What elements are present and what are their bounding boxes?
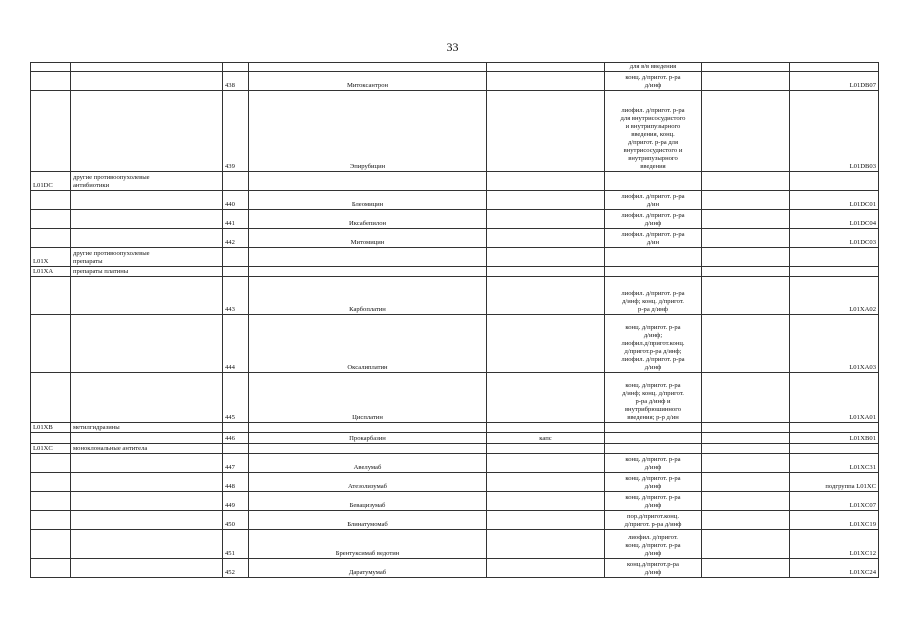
atc-group-name [71, 229, 223, 248]
drug-name [249, 423, 487, 433]
item-number: 447 [223, 454, 249, 473]
table-row [31, 473, 879, 492]
drug-name: Даратумумаб [249, 559, 487, 578]
dosage-description [605, 559, 702, 578]
dosage-form [487, 63, 605, 72]
dosage-form [487, 492, 605, 511]
dosage-description-line: введения; р-р д/ин [627, 414, 679, 421]
dosage-description-line: лиофил. д/пригот. р-ра [621, 107, 685, 114]
dosage-description-line: для внутрисосудистого [620, 115, 686, 122]
atc-group-code [31, 210, 71, 229]
atc-group-name-line: другие противоопухолевые [73, 174, 150, 181]
table-row [31, 63, 879, 72]
dosage-description-line: конц. д/пригот. р-ра [625, 382, 681, 389]
dosage-description-line: д/пригот.р-ра д/инф; [624, 348, 682, 355]
drug-name: Блеомицин [249, 191, 487, 210]
item-number [223, 267, 249, 277]
dosage-description-line: конц.д/пригот.р-ра [627, 561, 679, 568]
item-number: 441 [223, 210, 249, 229]
dosage-description-line: введения, конц. [631, 131, 675, 138]
atc-code: L01XC31 [790, 454, 879, 473]
drug-registry-table [30, 62, 879, 578]
dosage-description [605, 444, 702, 454]
dosage-description-line: внутрибрюшинного [624, 406, 682, 413]
dosage-description-line: д/инф [644, 464, 662, 471]
atc-group-name [71, 423, 223, 433]
extra-column [702, 191, 790, 210]
dosage-description-line: конц. д/пригот. р-ра [625, 542, 681, 549]
atc-group-code [31, 559, 71, 578]
atc-group-code [31, 72, 71, 91]
item-number: 449 [223, 492, 249, 511]
atc-code: L01XC24 [790, 559, 879, 578]
atc-group-name-line: препараты платины [73, 268, 129, 275]
dosage-description-line: лиофил. д/пригот. [628, 534, 678, 541]
dosage-description [605, 423, 702, 433]
dosage-form [487, 172, 605, 191]
item-number [223, 63, 249, 72]
dosage-description-line: д/инф [644, 569, 662, 576]
dosage-description [605, 72, 702, 91]
dosage-description-line: внутрисосудистого и [623, 147, 683, 154]
drug-name: Блинатумомаб [249, 511, 487, 530]
table-row [31, 277, 879, 315]
drug-name: Эпирубицин [249, 91, 487, 172]
atc-group-code [31, 433, 71, 444]
table-row [31, 373, 879, 423]
atc-group-name-line: антибиотики [73, 182, 110, 189]
extra-column [702, 433, 790, 444]
dosage-form [487, 473, 605, 492]
atc-code: L01DC01 [790, 191, 879, 210]
dosage-description-line: лиофил.д/пригот.конц. [621, 340, 685, 347]
dosage-description [605, 454, 702, 473]
atc-code: L01XA02 [790, 277, 879, 315]
atc-group-name [71, 72, 223, 91]
atc-code [790, 248, 879, 267]
atc-group-name [71, 63, 223, 72]
dosage-description-line: р-ра д/инф [638, 306, 668, 313]
dosage-description [605, 373, 702, 423]
extra-column [702, 248, 790, 267]
dosage-form [487, 559, 605, 578]
dosage-form [487, 315, 605, 373]
dosage-description [605, 511, 702, 530]
extra-column [702, 444, 790, 454]
atc-group-name [71, 267, 223, 277]
group-header-row [31, 172, 879, 191]
extra-column [702, 473, 790, 492]
group-header-row [31, 444, 879, 454]
dosage-form [487, 210, 605, 229]
dosage-form [487, 423, 605, 433]
atc-group-name [71, 210, 223, 229]
dosage-description-line: пор.д/пригот.конц. [627, 513, 679, 520]
group-header-row [31, 267, 879, 277]
dosage-form [487, 511, 605, 530]
atc-group-code [31, 530, 71, 559]
atc-group-name [71, 433, 223, 444]
atc-group-name-line: препараты [73, 258, 103, 265]
atc-group-code: L01XB [31, 423, 71, 433]
extra-column [702, 373, 790, 423]
extra-column [702, 72, 790, 91]
atc-group-code [31, 492, 71, 511]
atc-group-name [71, 277, 223, 315]
extra-column [702, 423, 790, 433]
extra-column [702, 267, 790, 277]
atc-code [790, 63, 879, 72]
drug-name: Прокарбазин [249, 433, 487, 444]
drug-name: Митомицин [249, 229, 487, 248]
extra-column [702, 511, 790, 530]
dosage-description [605, 172, 702, 191]
item-number: 440 [223, 191, 249, 210]
dosage-description-line: д/ин [646, 239, 660, 246]
group-header-row [31, 423, 879, 433]
item-number [223, 423, 249, 433]
atc-group-code [31, 191, 71, 210]
atc-group-name-line: метилгидразины [73, 424, 120, 431]
atc-code: L01DB07 [790, 72, 879, 91]
atc-group-name [71, 492, 223, 511]
atc-group-code [31, 473, 71, 492]
atc-group-code [31, 454, 71, 473]
atc-group-name [71, 559, 223, 578]
dosage-description [605, 267, 702, 277]
item-number: 444 [223, 315, 249, 373]
atc-code: L01XC07 [790, 492, 879, 511]
item-number: 452 [223, 559, 249, 578]
dosage-description-line: д/инф [644, 82, 662, 89]
page-number: 33 [446, 40, 459, 54]
item-number: 438 [223, 72, 249, 91]
item-number: 439 [223, 91, 249, 172]
atc-group-name-line: другие противоопухолевые [73, 250, 150, 257]
table-row [31, 433, 879, 444]
atc-code [790, 444, 879, 454]
dosage-form [487, 444, 605, 454]
dosage-description-line: введения [640, 163, 666, 170]
dosage-description-line: д/инф [644, 483, 662, 490]
dosage-description-line: д/инф; конц. д/пригот. [622, 390, 684, 397]
item-number: 445 [223, 373, 249, 423]
dosage-form [487, 91, 605, 172]
dosage-form [487, 530, 605, 559]
drug-name: Оксалиплатин [249, 315, 487, 373]
item-number: 451 [223, 530, 249, 559]
atc-group-code [31, 91, 71, 172]
item-number: 448 [223, 473, 249, 492]
extra-column [702, 91, 790, 172]
table-row [31, 559, 879, 578]
atc-group-code: L01XC [31, 444, 71, 454]
table-row [31, 530, 879, 559]
atc-code: L01DB03 [790, 91, 879, 172]
dosage-description [605, 473, 702, 492]
drug-name [249, 444, 487, 454]
dosage-description-line: и внутрипузырного [625, 123, 681, 130]
dosage-description-line: для в/в введения [629, 63, 677, 70]
dosage-form [487, 191, 605, 210]
dosage-description-line: конц. д/пригот. р-ра [625, 324, 681, 331]
atc-code: L01XA03 [790, 315, 879, 373]
dosage-form [487, 267, 605, 277]
dosage-description-line: д/инф; конц. д/пригот. [622, 298, 684, 305]
dosage-form [487, 373, 605, 423]
dosage-description-line: д/пригот. р-ра д/инф [624, 521, 682, 528]
dosage-description-line: конц. д/пригот. р-ра [625, 494, 681, 501]
atc-group-code [31, 511, 71, 530]
dosage-description-line: р-ра д/инф и [635, 398, 671, 405]
dosage-description-line: д/инф [644, 220, 662, 227]
table-row [31, 210, 879, 229]
extra-column [702, 454, 790, 473]
drug-name: Карбоплатин [249, 277, 487, 315]
drug-name [249, 172, 487, 191]
atc-group-name [71, 191, 223, 210]
table-row [31, 229, 879, 248]
extra-column [702, 277, 790, 315]
atc-code [790, 172, 879, 191]
drug-name: Цисплатин [249, 373, 487, 423]
table-row [31, 492, 879, 511]
atc-group-code [31, 315, 71, 373]
atc-group-name [71, 91, 223, 172]
dosage-description-line: лиофил. д/пригот. р-ра [621, 193, 685, 200]
dosage-description [605, 530, 702, 559]
atc-group-name [71, 315, 223, 373]
dosage-description-line: д/инф [644, 364, 662, 371]
dosage-description-line: лиофил. д/пригот. р-ра [621, 212, 685, 219]
extra-column [702, 492, 790, 511]
drug-name: Авелумаб [249, 454, 487, 473]
dosage-description [605, 229, 702, 248]
atc-code: L01XB01 [790, 433, 879, 444]
atc-code: L01DC03 [790, 229, 879, 248]
atc-group-code [31, 373, 71, 423]
dosage-form [487, 248, 605, 267]
dosage-form: капс [487, 433, 605, 444]
dosage-description-line: конц. д/пригот. р-ра [625, 74, 681, 81]
dosage-form [487, 454, 605, 473]
extra-column [702, 63, 790, 72]
atc-group-name [71, 248, 223, 267]
atc-group-code [31, 63, 71, 72]
item-number [223, 248, 249, 267]
item-number: 450 [223, 511, 249, 530]
dosage-description-line: д/пригот. р-ра для [627, 139, 679, 146]
item-number: 446 [223, 433, 249, 444]
drug-name: Брентуксимаб ведотин [249, 530, 487, 559]
drug-name [249, 267, 487, 277]
atc-group-code [31, 277, 71, 315]
atc-group-name [71, 511, 223, 530]
atc-code: L01DC04 [790, 210, 879, 229]
atc-code: L01XA01 [790, 373, 879, 423]
extra-column [702, 210, 790, 229]
dosage-description [605, 91, 702, 172]
dosage-description-line: лиофил. д/пригот. р-ра [621, 231, 685, 238]
dosage-description [605, 210, 702, 229]
atc-code [790, 423, 879, 433]
dosage-description-line: внутрипузырного [628, 155, 678, 162]
dosage-form [487, 277, 605, 315]
atc-group-name [71, 444, 223, 454]
dosage-description [605, 492, 702, 511]
dosage-form [487, 72, 605, 91]
item-number: 443 [223, 277, 249, 315]
atc-group-name [71, 454, 223, 473]
item-number [223, 444, 249, 454]
extra-column [702, 172, 790, 191]
dosage-description [605, 277, 702, 315]
dosage-description-line: конц. д/пригот. р-ра [625, 456, 681, 463]
drug-name [249, 248, 487, 267]
atc-group-name [71, 530, 223, 559]
dosage-description-line: лиофил. д/пригот. р-ра [621, 290, 685, 297]
atc-code [790, 267, 879, 277]
dosage-description [605, 191, 702, 210]
atc-code: подгруппа L01XC [790, 473, 879, 492]
extra-column [702, 315, 790, 373]
dosage-description-line: д/ин [646, 201, 660, 208]
dosage-description-line: д/инф [644, 502, 662, 509]
dosage-form [487, 229, 605, 248]
dosage-description [605, 433, 702, 444]
dosage-description-line: конц. д/пригот. р-ра [625, 475, 681, 482]
atc-group-code: L01DC [31, 172, 71, 191]
atc-group-name-line: моноклональные антитела [73, 445, 148, 452]
drug-name: Бевацизумаб [249, 492, 487, 511]
table-row [31, 511, 879, 530]
dosage-description-line: д/инф [644, 550, 662, 557]
atc-group-code [31, 229, 71, 248]
table-row [31, 91, 879, 172]
atc-group-code: L01XA [31, 267, 71, 277]
atc-code: L01XC12 [790, 530, 879, 559]
drug-name: Атезолизумаб [249, 473, 487, 492]
atc-code: L01XC19 [790, 511, 879, 530]
dosage-description [605, 315, 702, 373]
drug-name: Митоксантрон [249, 72, 487, 91]
drug-name: Иксабепилон [249, 210, 487, 229]
dosage-description [605, 248, 702, 267]
item-number [223, 172, 249, 191]
extra-column [702, 559, 790, 578]
table-row [31, 454, 879, 473]
dosage-description-line: д/инф; [643, 332, 663, 339]
atc-group-code: L01X [31, 248, 71, 267]
drug-name [249, 63, 487, 72]
dosage-description [605, 63, 702, 72]
atc-group-name [71, 473, 223, 492]
table-row [31, 191, 879, 210]
table-row [31, 315, 879, 373]
item-number: 442 [223, 229, 249, 248]
group-header-row [31, 248, 879, 267]
extra-column [702, 530, 790, 559]
atc-group-name [71, 373, 223, 423]
dosage-description-line: лиофил. д/пригот. р-ра [621, 356, 685, 363]
atc-group-name [71, 172, 223, 191]
extra-column [702, 229, 790, 248]
table-row [31, 72, 879, 91]
